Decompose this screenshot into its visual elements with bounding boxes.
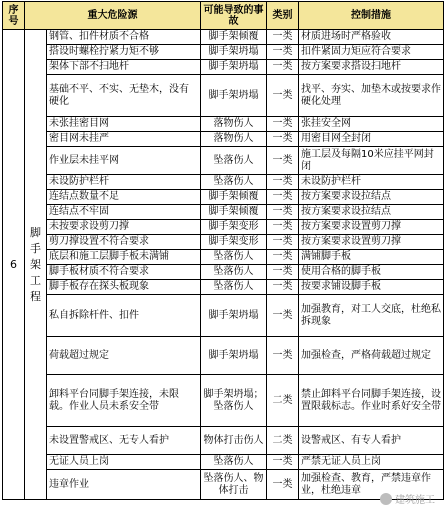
measure-cell: 找平、夯实、加垫木或按要求作硬化处理 bbox=[299, 75, 444, 117]
hazard-cell: 无证人员上岗 bbox=[47, 455, 201, 470]
type-cell: 一类 bbox=[267, 265, 299, 280]
table-row bbox=[3, 295, 444, 337]
table-row bbox=[3, 427, 444, 455]
table-row bbox=[3, 75, 444, 117]
type-cell: 二类 bbox=[267, 427, 299, 455]
measure-cell: 按方案要求设拉结点 bbox=[299, 205, 444, 220]
row-number: 6 bbox=[3, 30, 25, 500]
hazard-table bbox=[2, 1, 444, 500]
type-cell: 一类 bbox=[267, 132, 299, 147]
table-row bbox=[3, 375, 444, 427]
accident-cell: 脚手架坍塌 bbox=[201, 295, 267, 337]
watermark-text: 建筑施工 bbox=[395, 495, 435, 506]
measure-cell: 禁止卸料平台同脚手架连接，设置限载标志。作业时系好安全带 bbox=[299, 375, 444, 427]
hazard-cell: 私自拆除杆件、扣件 bbox=[47, 295, 201, 337]
table-row bbox=[3, 117, 444, 132]
hazard-cell: 基础不平、不实、无垫木，没有硬化 bbox=[47, 75, 201, 117]
hazard-cell: 剪刀撑设置不符合要求 bbox=[47, 235, 201, 250]
type-cell: 一类 bbox=[267, 30, 299, 45]
accident-cell: 脚手架坍塌 bbox=[201, 45, 267, 60]
table-row bbox=[3, 190, 444, 205]
accident-cell: 落物伤人 bbox=[201, 117, 267, 132]
header-measure: 控制措施 bbox=[299, 2, 444, 30]
type-cell: 一类 bbox=[267, 220, 299, 235]
type-cell: 一类 bbox=[267, 455, 299, 470]
accident-cell: 物体打击伤人 bbox=[201, 427, 267, 455]
hazard-cell: 卸料平台同脚手架连接，未限载。作业人员未系安全带 bbox=[47, 375, 201, 427]
accident-cell: 脚手架倾覆 bbox=[201, 30, 267, 45]
accident-cell: 坠落伤人 bbox=[201, 265, 267, 280]
hazard-cell: 密目网未挂严 bbox=[47, 132, 201, 147]
accident-cell: 坠落伤人 bbox=[201, 147, 267, 175]
hazard-cell: 脚手板材质不符合要求 bbox=[47, 265, 201, 280]
table-header-row bbox=[3, 2, 444, 30]
measure-cell: 未设防护栏杆 bbox=[299, 175, 444, 190]
measure-cell: 材质进场时严格验收 bbox=[299, 30, 444, 45]
accident-cell: 落物伤人 bbox=[201, 132, 267, 147]
measure-cell: 用密目网全封闭 bbox=[299, 132, 444, 147]
hazard-cell: 未张挂密目网 bbox=[47, 117, 201, 132]
watermark bbox=[380, 491, 435, 506]
hazard-cell: 底层和施工层脚手板未满铺 bbox=[47, 250, 201, 265]
type-cell: 一类 bbox=[267, 117, 299, 132]
table-row bbox=[3, 45, 444, 60]
type-cell: 一类 bbox=[267, 147, 299, 175]
hazard-cell: 作业层未挂平网 bbox=[47, 147, 201, 175]
measure-cell: 按方案要求搭设扫地杆 bbox=[299, 60, 444, 75]
accident-cell: 脚手架坍塌；坠落伤人 bbox=[201, 375, 267, 427]
table-row bbox=[3, 280, 444, 295]
measure-cell: 加强检查、教育，严禁违章作业，杜绝违章 bbox=[299, 470, 444, 500]
accident-cell: 坠落伤人 bbox=[201, 455, 267, 470]
accident-cell: 坠落伤人、物体打击 bbox=[201, 470, 267, 500]
hazard-cell: 钢管、扣件材质不合格 bbox=[47, 30, 201, 45]
hazard-cell: 搭设时螺栓拧紧力矩不够 bbox=[47, 45, 201, 60]
accident-cell: 脚手架坍塌 bbox=[201, 60, 267, 75]
accident-cell: 脚手架坍塌 bbox=[201, 337, 267, 375]
measure-cell: 按方案要求设置剪刀撑 bbox=[299, 235, 444, 250]
type-cell: 一类 bbox=[267, 295, 299, 337]
type-cell: 一类 bbox=[267, 337, 299, 375]
measure-cell: 按要求铺设脚手板 bbox=[299, 280, 444, 295]
measure-cell: 严禁无证人员上岗 bbox=[299, 455, 444, 470]
accident-cell: 坠落伤人 bbox=[201, 175, 267, 190]
accident-cell: 脚手架倾覆 bbox=[201, 190, 267, 205]
measure-cell: 加强教育，对工人交底，杜绝私拆现象 bbox=[299, 295, 444, 337]
measure-cell: 张挂安全网 bbox=[299, 117, 444, 132]
hazard-cell: 架体下部不扫地杆 bbox=[47, 60, 201, 75]
table-row bbox=[3, 205, 444, 220]
type-cell: 一类 bbox=[267, 280, 299, 295]
type-cell: 一类 bbox=[267, 235, 299, 250]
measure-cell: 施工层及每隔10米应挂平网封闭 bbox=[299, 147, 444, 175]
type-cell: 一类 bbox=[267, 75, 299, 117]
table-row bbox=[3, 220, 444, 235]
accident-cell: 脚手架变形 bbox=[201, 220, 267, 235]
hazard-table-wrapper bbox=[2, 1, 444, 500]
table-row bbox=[3, 147, 444, 175]
table-row bbox=[3, 265, 444, 280]
hazard-cell: 违章作业 bbox=[47, 470, 201, 500]
type-cell: 一类 bbox=[267, 190, 299, 205]
table-row bbox=[3, 132, 444, 147]
type-cell: 一类 bbox=[267, 175, 299, 190]
table-row bbox=[3, 175, 444, 190]
type-cell: 一类 bbox=[267, 250, 299, 265]
type-cell: 一类 bbox=[267, 205, 299, 220]
header-accident: 可能导致的事故 bbox=[201, 2, 267, 30]
accident-cell: 脚手架变形 bbox=[201, 235, 267, 250]
measure-cell: 满铺脚手板 bbox=[299, 250, 444, 265]
accident-cell: 脚手架坍塌 bbox=[201, 75, 267, 117]
measure-cell: 按方案要求设置剪刀撑 bbox=[299, 220, 444, 235]
accident-cell: 坠落伤人 bbox=[201, 250, 267, 265]
type-cell: 二类 bbox=[267, 375, 299, 427]
measure-cell: 扣件紧固力矩应符合要求 bbox=[299, 45, 444, 60]
hazard-cell: 未设置警戒区、无专人看护 bbox=[47, 427, 201, 455]
measure-cell: 加强检查，严格荷载超过规定 bbox=[299, 337, 444, 375]
type-cell: 一类 bbox=[267, 60, 299, 75]
wechat-icon bbox=[380, 493, 392, 505]
header-no: 序号 bbox=[3, 2, 25, 30]
header-type: 类别 bbox=[267, 2, 299, 30]
accident-cell: 坠落伤人 bbox=[201, 280, 267, 295]
hazard-cell: 未设防护栏杆 bbox=[47, 175, 201, 190]
project-name: 脚手架工程 bbox=[25, 30, 47, 500]
hazard-cell: 未按要求设剪刀撑 bbox=[47, 220, 201, 235]
hazard-cell: 脚手板存在探头板现象 bbox=[47, 280, 201, 295]
table-row bbox=[3, 250, 444, 265]
measure-cell: 按方案要求设拉结点 bbox=[299, 190, 444, 205]
header-hazard: 重大危险源 bbox=[25, 2, 201, 30]
table-row bbox=[3, 470, 444, 500]
measure-cell: 使用合格的脚手板 bbox=[299, 265, 444, 280]
hazard-cell: 连结点不牢固 bbox=[47, 205, 201, 220]
table-row bbox=[3, 455, 444, 470]
table-row bbox=[3, 235, 444, 250]
table-row bbox=[3, 337, 444, 375]
measure-cell: 设警戒区、有专人看护 bbox=[299, 427, 444, 455]
type-cell: 一类 bbox=[267, 45, 299, 60]
table-row bbox=[3, 30, 444, 45]
hazard-cell: 连结点数量不足 bbox=[47, 190, 201, 205]
accident-cell: 脚手架倾覆 bbox=[201, 205, 267, 220]
hazard-cell: 荷载超过规定 bbox=[47, 337, 201, 375]
table-row bbox=[3, 60, 444, 75]
type-cell: 一类 bbox=[267, 470, 299, 500]
